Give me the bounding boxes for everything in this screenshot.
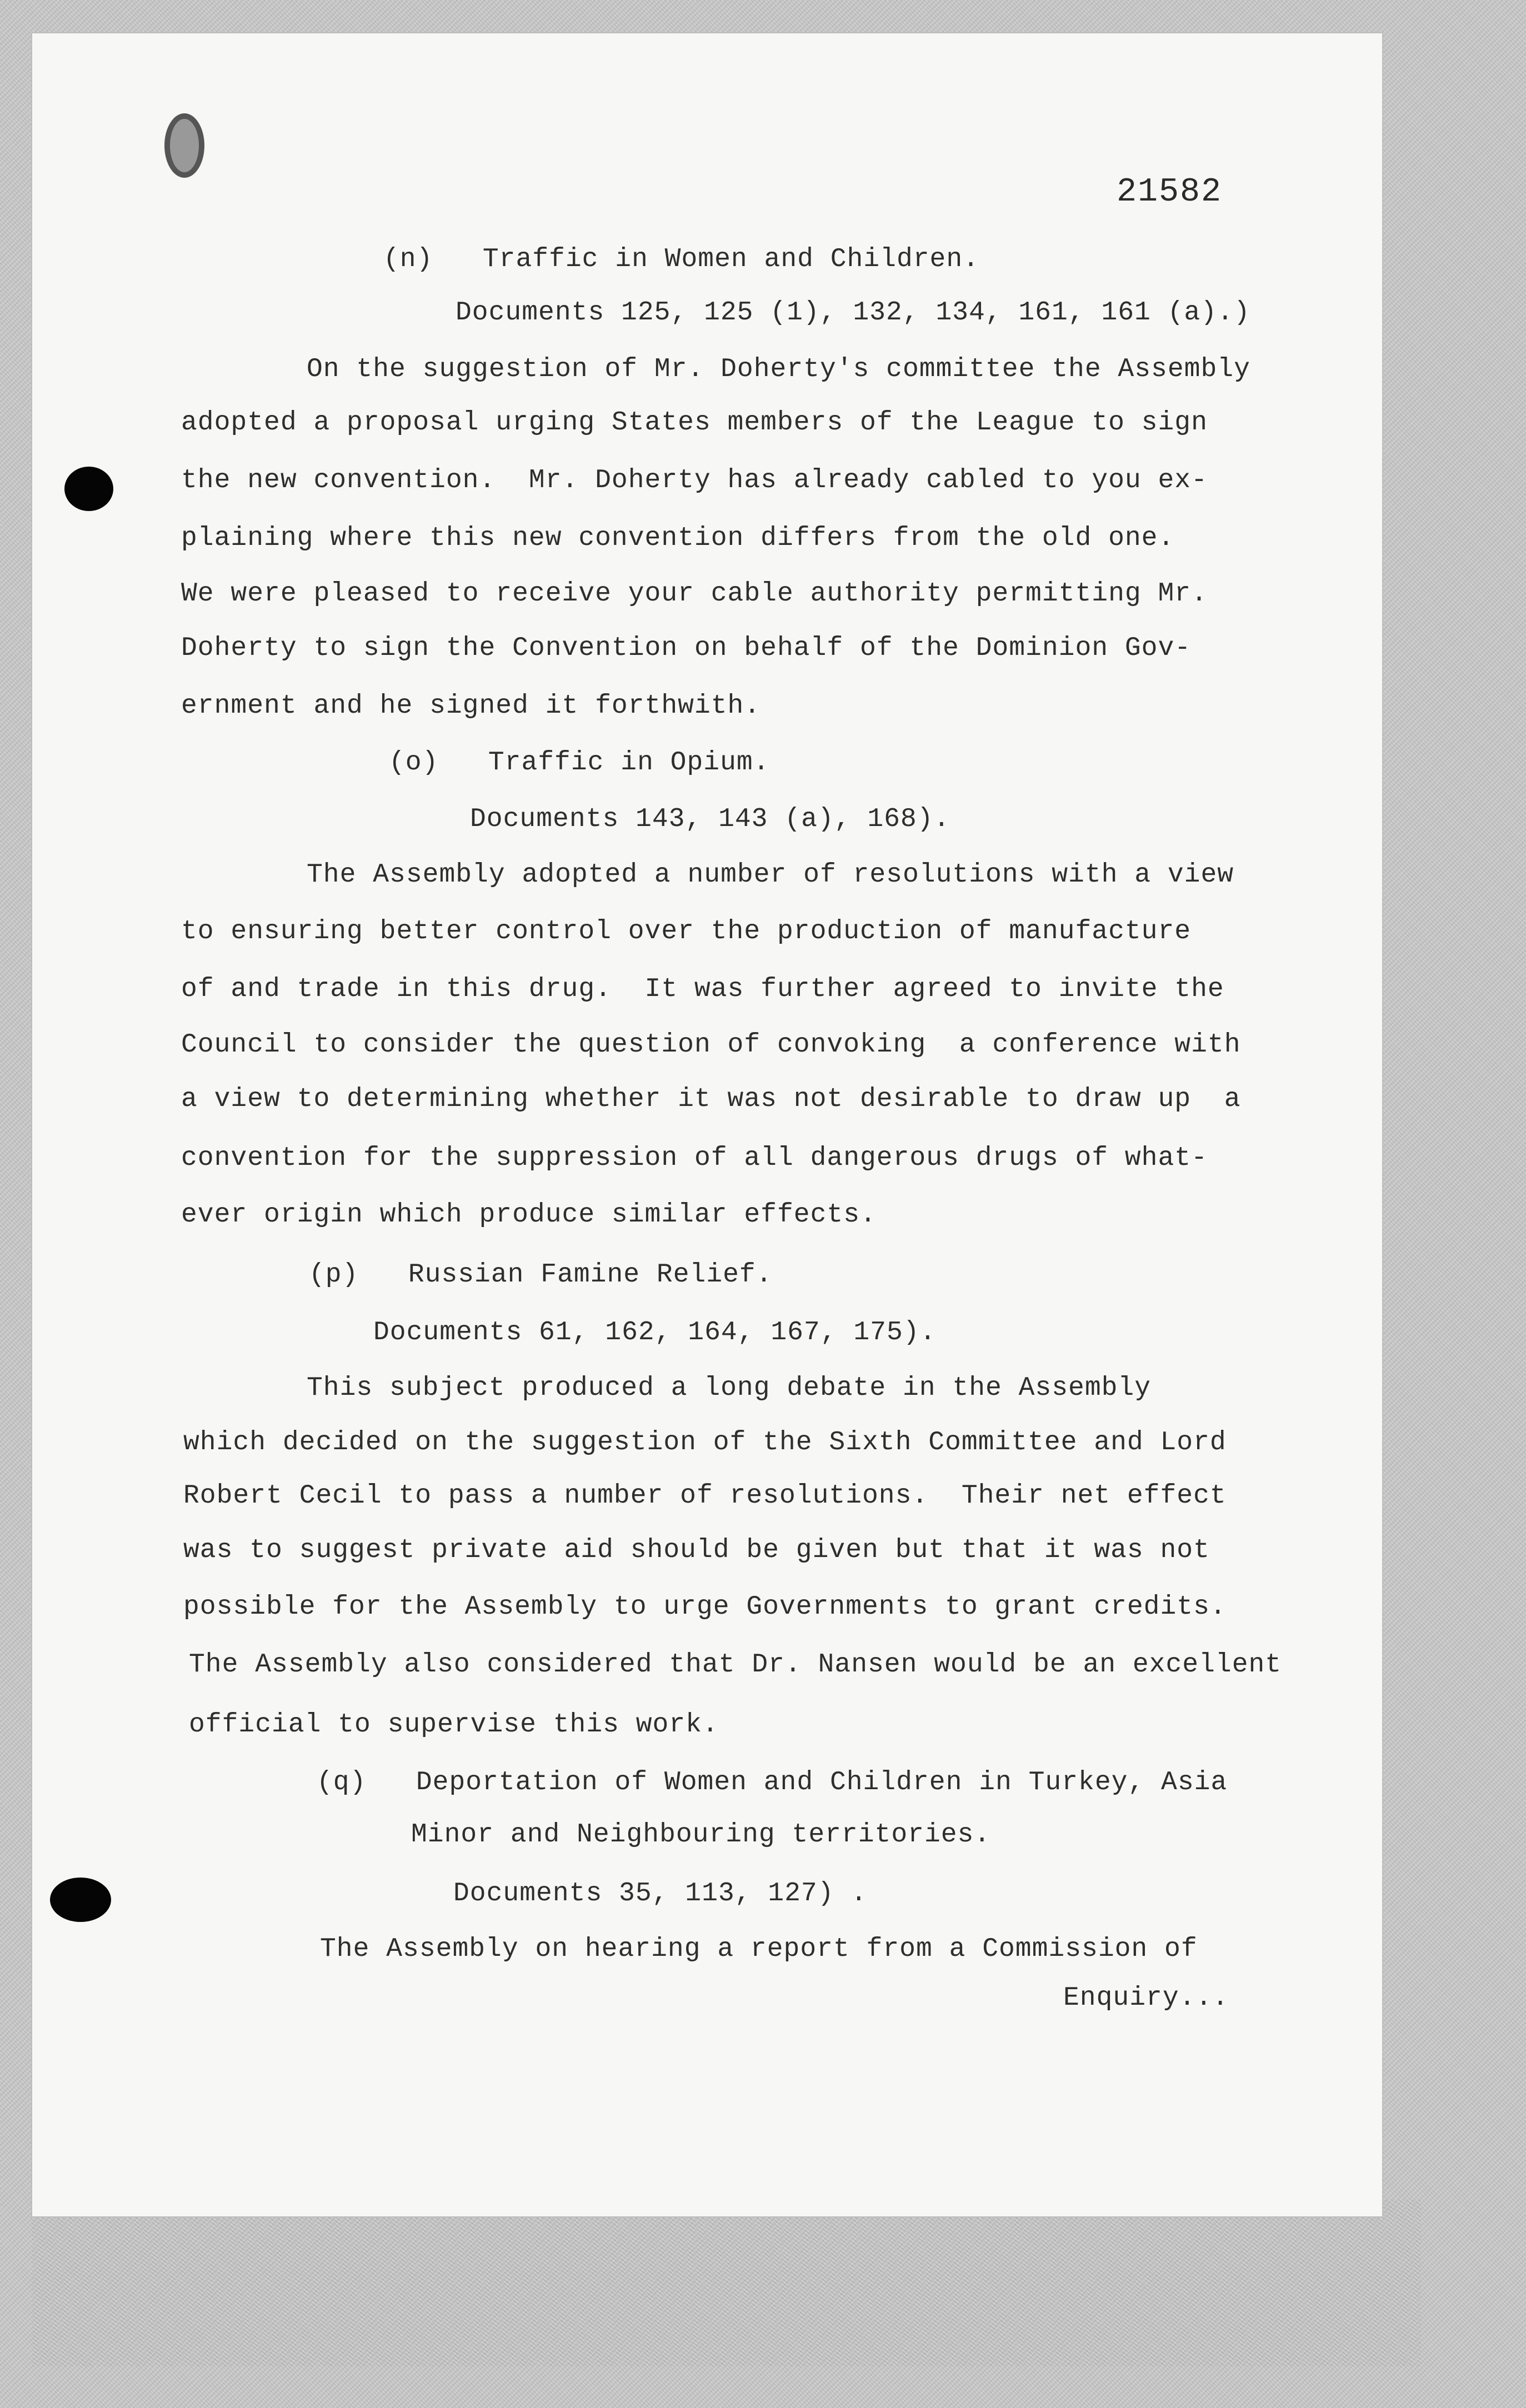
body-line: possible for the Assembly to urge Governments to grant credits. bbox=[183, 1592, 1227, 1622]
body-line: adopted a proposal urging States members of the League to sign bbox=[181, 408, 1208, 438]
catchword: Enquiry... bbox=[1063, 1983, 1229, 2013]
heading-o: (o) Traffic in Opium. bbox=[389, 748, 770, 778]
body-line: On the suggestion of Mr. Doherty's committee the Assembly bbox=[307, 354, 1250, 384]
body-line: of and trade in this drug. It was further agreed to invite the bbox=[181, 974, 1224, 1004]
body-line: ernment and he signed it forthwith. bbox=[181, 691, 761, 721]
body-line: convention for the suppression of all dangerous drugs of what- bbox=[181, 1143, 1208, 1173]
body-line: The Assembly on hearing a report from a Commission of bbox=[320, 1934, 1198, 1964]
body-line: The Assembly also considered that Dr. Nansen would be an excellent bbox=[189, 1650, 1282, 1680]
heading-n: (n) Traffic in Women and Children. bbox=[383, 244, 979, 274]
body-line: to ensuring better control over the production of manufacture bbox=[181, 917, 1192, 947]
heading-q: (q) Deportation of Women and Children in Turkey, Asia bbox=[317, 1768, 1228, 1798]
documents-ref-n: Documents 125, 125 (1), 132, 134, 161, 161 (a).) bbox=[456, 298, 1250, 328]
body-line: We were pleased to receive your cable authority permitting Mr. bbox=[181, 579, 1208, 609]
body-line: official to supervise this work. bbox=[189, 1710, 719, 1740]
body-line: Robert Cecil to pass a number of resolutions. Their net effect bbox=[183, 1481, 1227, 1511]
body-line: a view to determining whether it was not desirable to draw up a bbox=[181, 1084, 1241, 1114]
punch-hole-top bbox=[64, 467, 113, 511]
scan-grain bbox=[32, 2200, 1421, 2366]
body-line: was to suggest private aid should be given but that it was not bbox=[183, 1535, 1210, 1565]
documents-ref-o: Documents 143, 143 (a), 168). bbox=[470, 804, 950, 834]
page-number: 21582 bbox=[1117, 173, 1223, 211]
body-line: the new convention. Mr. Doherty has already cabled to you ex- bbox=[181, 465, 1208, 495]
body-line: plaining where this new convention differs from the old one. bbox=[181, 523, 1175, 553]
documents-ref-p: Documents 61, 162, 164, 167, 175). bbox=[373, 1318, 937, 1348]
body-line: The Assembly adopted a number of resolutions with a view bbox=[307, 860, 1234, 890]
paper-clip-mark bbox=[164, 113, 204, 178]
body-line: ever origin which produce similar effects. bbox=[181, 1200, 877, 1230]
heading-p: (p) Russian Famine Relief. bbox=[309, 1260, 773, 1290]
documents-ref-q: Documents 35, 113, 127) . bbox=[453, 1879, 868, 1909]
body-line: which decided on the suggestion of the Sixth Committee and Lord bbox=[183, 1428, 1227, 1458]
body-line: Doherty to sign the Convention on behalf of the Dominion Gov- bbox=[181, 633, 1192, 663]
heading-q-continued: Minor and Neighbouring territories. bbox=[411, 1820, 991, 1850]
body-line: Council to consider the question of convoking a conference with bbox=[181, 1030, 1241, 1060]
punch-hole-bottom bbox=[50, 1878, 111, 1922]
body-line: This subject produced a long debate in the Assembly bbox=[307, 1373, 1152, 1403]
